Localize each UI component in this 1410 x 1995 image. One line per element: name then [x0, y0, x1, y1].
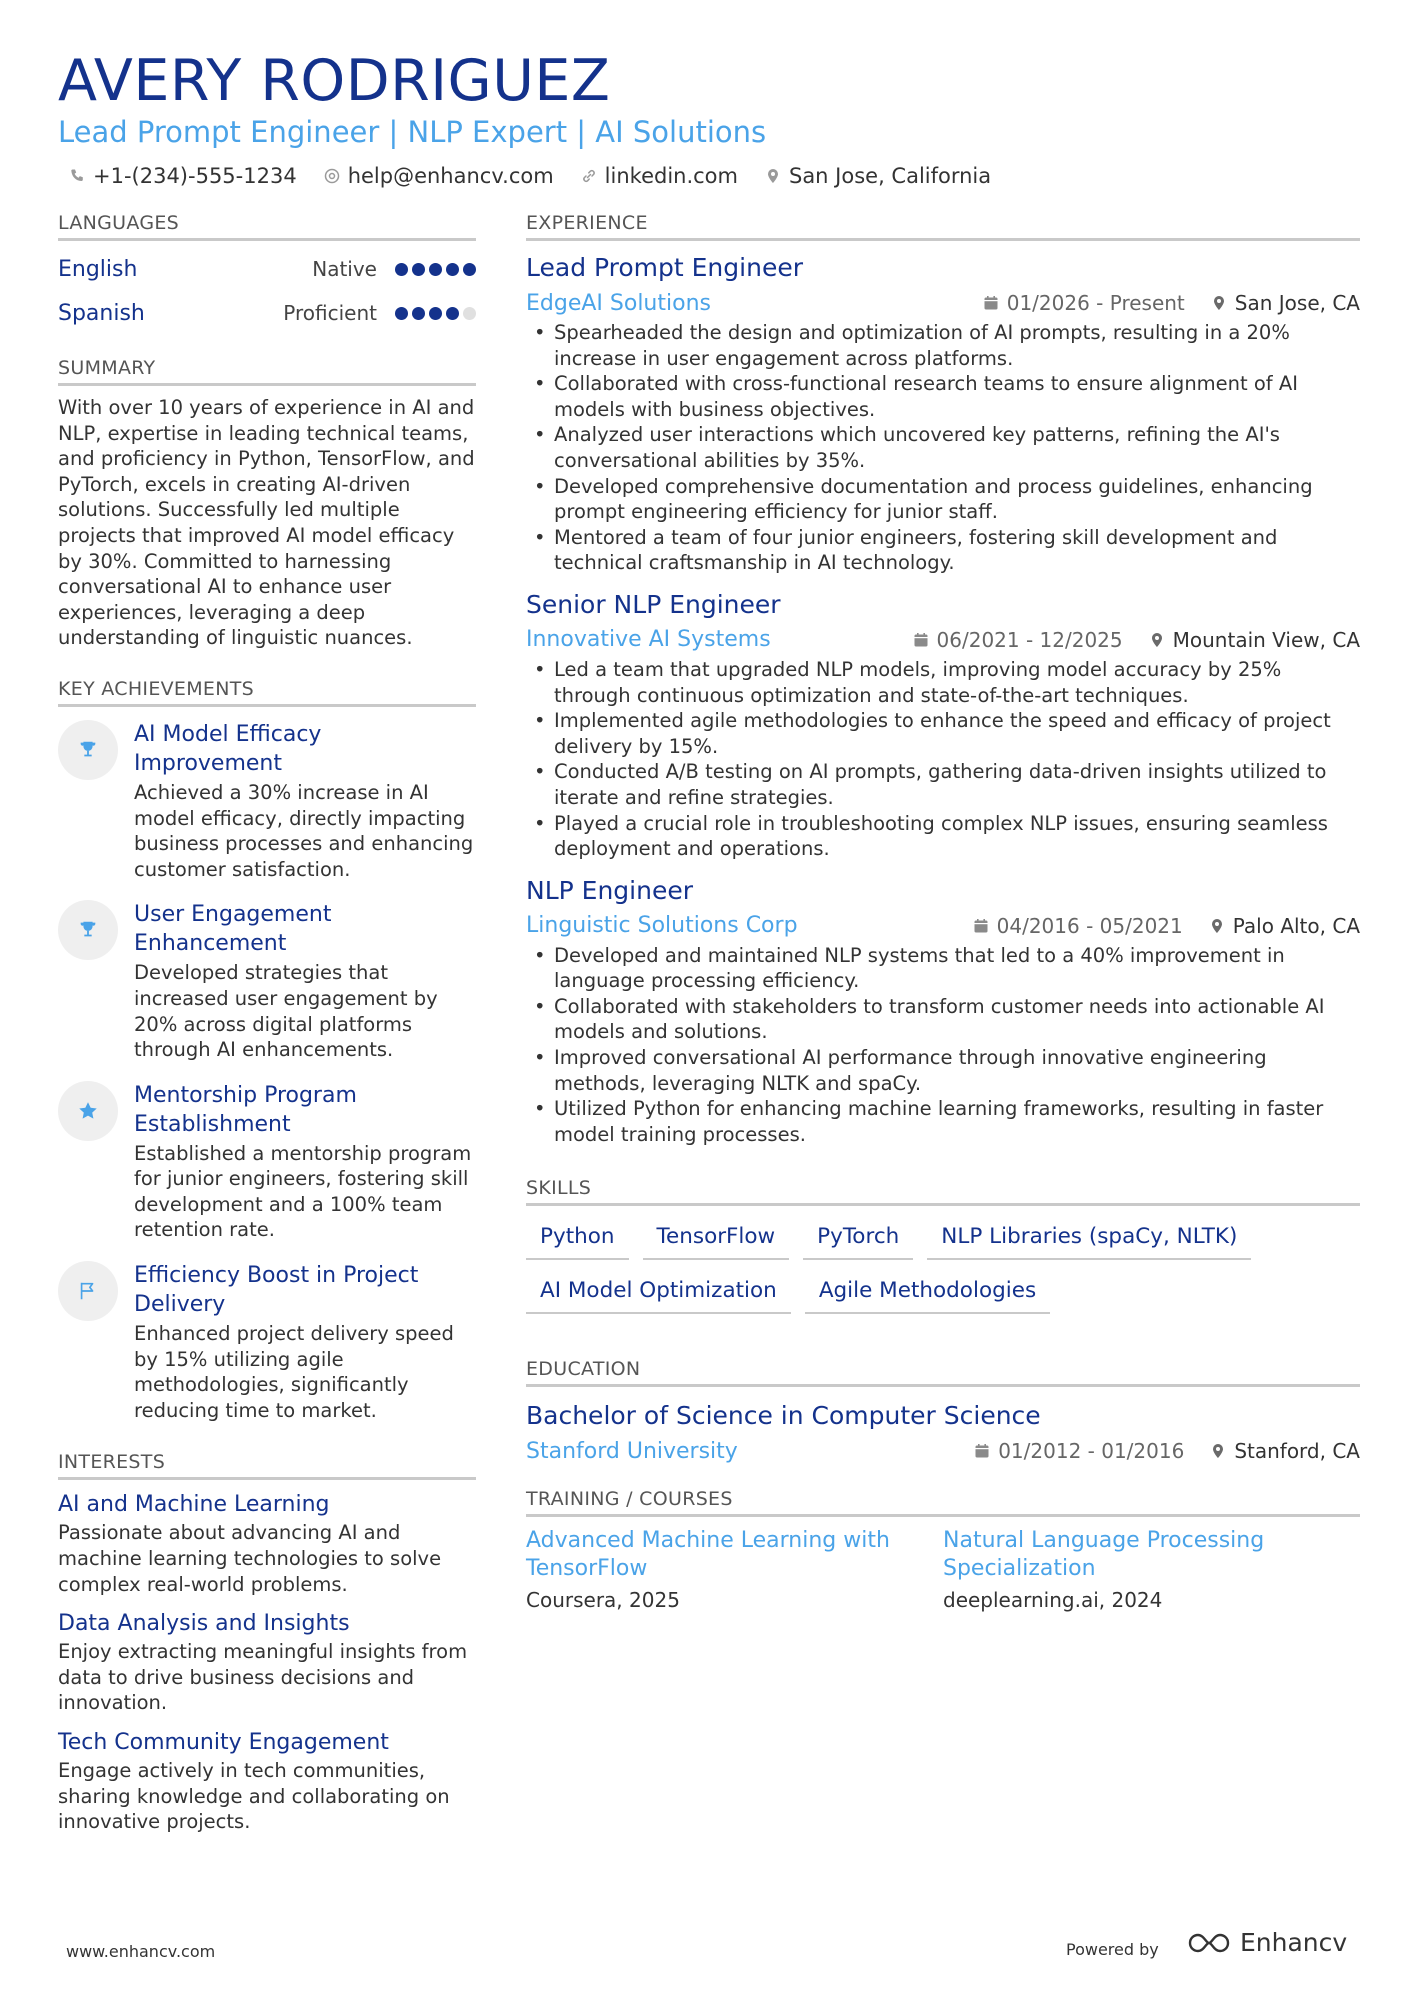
- education-dates: [974, 1439, 1184, 1463]
- contact-location: [764, 162, 991, 190]
- interest-title: Data Analysis and Insights: [58, 1611, 350, 1637]
- left-column: [58, 210, 476, 1835]
- course-item: [943, 1527, 1360, 1614]
- training-heading: TRAINING / COURSES: [526, 1486, 1360, 1517]
- at-icon: [323, 167, 341, 185]
- education-location: [1210, 1439, 1360, 1463]
- proficiency-dot-filled: [395, 263, 408, 276]
- contact-linkedin: [580, 162, 738, 190]
- proficiency-dot-filled: [412, 307, 425, 320]
- course-item: [526, 1527, 943, 1614]
- job-location-text: Mountain View, CA: [1172, 627, 1360, 652]
- proficiency-dot-filled: [446, 307, 459, 320]
- courses-list: [526, 1527, 1360, 1614]
- job-title: NLP Engineer: [526, 875, 693, 905]
- enhancv-logo: [1186, 1928, 1347, 1957]
- trophy-icon: [58, 720, 118, 780]
- achievement-item: [58, 720, 476, 882]
- job-company: Linguistic Solutions Corp: [526, 913, 798, 939]
- job-dates-text: 01/2026 - Present: [1006, 291, 1185, 315]
- achievement-title: AI Model Efficacy Improvement: [134, 721, 322, 776]
- bullet-item: • Utilized Python for enhancing machine learning frameworks, resulting in faster model training processes.: [526, 1096, 1360, 1147]
- bullet-item: • Mentored a team of four junior engineers, fostering skill development and technical craftsmanship in AI technology.: [526, 525, 1360, 576]
- bullet-item: • Analyzed user interactions which uncovered key patterns, refining the AI's conversational abilities by 35%.: [526, 422, 1360, 473]
- skill-tag: Agile Methodologies: [805, 1274, 1050, 1314]
- interest-title: AI and Machine Learning: [58, 1492, 330, 1518]
- skill-tag: AI Model Optimization: [526, 1274, 791, 1314]
- brand-name: Enhancv: [1240, 1928, 1348, 1957]
- summary-heading: SUMMARY: [58, 355, 476, 386]
- calendar-icon: [983, 295, 999, 311]
- job-dates-text: 04/2016 - 05/2021: [996, 913, 1183, 938]
- degree-title: Bachelor of Science in Computer Science: [526, 1401, 1041, 1431]
- proficiency-dot-filled: [429, 263, 442, 276]
- location-pin-icon: [1209, 918, 1225, 934]
- summary-text: With over 10 years of experience in AI and NLP, expertise in leading technical teams, and proficiency in Python, TensorFlow, and PyTorch, excels in creating AI-driven solutions. Successfully led multiple projects that improved AI model efficacy by 30%. Committed to harnessing conversational AI to enhance user experiences, leveraging a deep understanding of linguistic nuances.: [58, 396, 475, 650]
- language-item: [58, 291, 476, 335]
- skill-tag: PyTorch: [803, 1220, 913, 1260]
- proficiency-dot-empty: [463, 307, 476, 320]
- candidate-headline: Lead Prompt Engineer | NLP Expert | AI Solutions: [58, 115, 767, 149]
- location-pin-icon: [764, 167, 782, 185]
- proficiency-dots: [391, 263, 476, 276]
- star-icon: [58, 1081, 118, 1141]
- interest-desc: Passionate about advancing AI and machine learning technologies to solve complex real-world problems.: [58, 1521, 442, 1596]
- course-title: Advanced Machine Learning with TensorFlow: [526, 1528, 890, 1582]
- achievement-title: Mentorship Program Establishment: [134, 1082, 357, 1137]
- location-pin-icon: [1211, 295, 1227, 311]
- skill-tag: Python: [526, 1220, 629, 1260]
- languages-list: [58, 247, 476, 335]
- job-location: [1209, 914, 1360, 938]
- phone-text: +1-(234)-555-1234: [93, 164, 297, 188]
- course-title: Natural Language Processing Specialization: [943, 1528, 1265, 1582]
- link-icon: [580, 167, 598, 185]
- linkedin-text: linkedin.com: [604, 164, 738, 188]
- location-text: San Jose, California: [788, 164, 992, 188]
- email-text: help@enhancv.com: [347, 164, 554, 188]
- bullet-item: • Spearheaded the design and optimization of AI prompts, resulting in a 20% increase in user engagement across platforms.: [526, 320, 1360, 371]
- bullet-item: • Played a crucial role in troubleshooting complex NLP issues, ensuring seamless deployment and operations.: [526, 811, 1360, 862]
- job-entry: [526, 588, 1360, 862]
- job-company: Innovative AI Systems: [526, 627, 771, 653]
- achievement-desc: Established a mentorship program for junior engineers, fostering skill development and a 100% team retention rate.: [134, 1141, 472, 1242]
- job-entry: [526, 874, 1360, 1148]
- language-name: English: [58, 256, 138, 282]
- job-bullets: [526, 657, 1360, 862]
- candidate-name: AVERY RODRIGUEZ: [58, 48, 611, 114]
- job-dates: [983, 291, 1185, 315]
- course-provider: Coursera, 2025: [526, 1588, 680, 1613]
- education-meta: [526, 1434, 1360, 1468]
- achievement-item: [58, 1081, 476, 1243]
- bullet-item: • Led a team that upgraded NLP models, improving model accuracy by 25% through continuous optimization and state-of-the-art techniques.: [526, 657, 1360, 708]
- job-location: [1211, 291, 1360, 315]
- calendar-icon: [974, 1443, 990, 1459]
- interests-heading: INTERESTS: [58, 1449, 476, 1480]
- achievement-item: [58, 1261, 476, 1423]
- experience-heading: EXPERIENCE: [526, 210, 1360, 241]
- skills-list: [526, 1220, 1360, 1328]
- bullet-item: • Developed comprehensive documentation and process guidelines, enhancing prompt engineering efficiency for junior staff.: [526, 474, 1360, 525]
- language-level: Proficient: [283, 301, 377, 325]
- contact-bar: [68, 162, 1017, 190]
- location-pin-icon: [1149, 632, 1165, 648]
- location-pin-icon: [1210, 1443, 1226, 1459]
- skills-heading: SKILLS: [526, 1175, 1360, 1206]
- calendar-icon: [913, 632, 929, 648]
- calendar-icon: [973, 918, 989, 934]
- language-level: Native: [312, 257, 377, 281]
- language-name: Spanish: [58, 300, 145, 326]
- education-dates-text: 01/2012 - 01/2016: [998, 1439, 1185, 1464]
- achievements-heading: KEY ACHIEVEMENTS: [58, 676, 476, 707]
- job-title: Lead Prompt Engineer: [526, 253, 803, 282]
- footer-url[interactable]: www.enhancv.com: [66, 1942, 216, 1961]
- job-entry: [526, 251, 1360, 576]
- languages-heading: LANGUAGES: [58, 210, 476, 241]
- bullet-item: • Developed and maintained NLP systems that led to a 40% improvement in language processing efficiency.: [526, 943, 1360, 994]
- interest-desc: Engage actively in tech communities, sharing knowledge and collaborating on innovative projects.: [58, 1759, 450, 1834]
- bullet-item: • Improved conversational AI performance through innovative engineering methods, leveraging NLTK and spaCy.: [526, 1045, 1360, 1096]
- education-heading: EDUCATION: [526, 1356, 1360, 1387]
- job-bullets: [526, 320, 1360, 576]
- job-location-text: San Jose, CA: [1234, 291, 1360, 315]
- achievement-item: [58, 900, 476, 1062]
- achievement-title: Efficiency Boost in Project Delivery: [134, 1263, 419, 1318]
- job-dates-text: 06/2021 - 12/2025: [936, 627, 1123, 652]
- interest-title: Tech Community Engagement: [58, 1730, 389, 1755]
- proficiency-dot-filled: [446, 263, 459, 276]
- phone-icon: [68, 167, 86, 185]
- proficiency-dot-filled: [429, 307, 442, 320]
- job-location-text: Palo Alto, CA: [1232, 913, 1360, 938]
- job-bullets: [526, 943, 1360, 1148]
- bullet-item: • Implemented agile methodologies to enhance the speed and efficacy of project delivery by 15%.: [526, 708, 1360, 759]
- course-provider: deeplearning.ai, 2024: [943, 1588, 1163, 1613]
- contact-phone: [68, 162, 297, 190]
- job-location: [1149, 628, 1360, 652]
- job-title: Senior NLP Engineer: [526, 589, 781, 619]
- job-company: EdgeAI Solutions: [526, 290, 711, 316]
- achievement-title: User Engagement Enhancement: [134, 902, 332, 957]
- language-item: [58, 247, 476, 291]
- interest-desc: Enjoy extracting meaningful insights from data to drive business decisions and innovation.: [58, 1640, 468, 1715]
- right-column: [526, 210, 1360, 1614]
- achievement-desc: Achieved a 30% increase in AI model efficacy, directly impacting business processes and enhancing customer satisfaction.: [134, 780, 474, 881]
- contact-email: [323, 162, 554, 190]
- footer-powered-by: Powered by: [1066, 1940, 1159, 1959]
- skill-tag: NLP Libraries (spaCy, NLTK): [927, 1220, 1251, 1260]
- bullet-item: • Collaborated with cross-functional research teams to ensure alignment of AI models with business objectives.: [526, 371, 1360, 422]
- job-dates: [913, 628, 1123, 652]
- school-name: Stanford University: [526, 1438, 738, 1464]
- proficiency-dot-filled: [463, 263, 476, 276]
- enhancv-logo-icon: [1186, 1929, 1232, 1957]
- bullet-item: • Conducted A/B testing on AI prompts, gathering data-driven insights utilized to iterate and refine strategies.: [526, 759, 1360, 810]
- flag-icon: [58, 1261, 118, 1321]
- proficiency-dot-filled: [412, 263, 425, 276]
- education-location-text: Stanford, CA: [1234, 1439, 1360, 1464]
- trophy-icon: [58, 900, 118, 960]
- achievement-desc: Enhanced project delivery speed by 15% utilizing agile methodologies, significantly reducing time to market.: [134, 1322, 454, 1422]
- skill-tag: TensorFlow: [643, 1220, 790, 1260]
- proficiency-dots: [391, 307, 476, 320]
- bullet-item: • Collaborated with stakeholders to transform customer needs into actionable AI models and solutions.: [526, 994, 1360, 1045]
- achievement-desc: Developed strategies that increased user engagement by 20% across digital platforms through AI enhancements.: [134, 961, 438, 1062]
- proficiency-dot-filled: [395, 307, 408, 320]
- job-dates: [973, 914, 1183, 938]
